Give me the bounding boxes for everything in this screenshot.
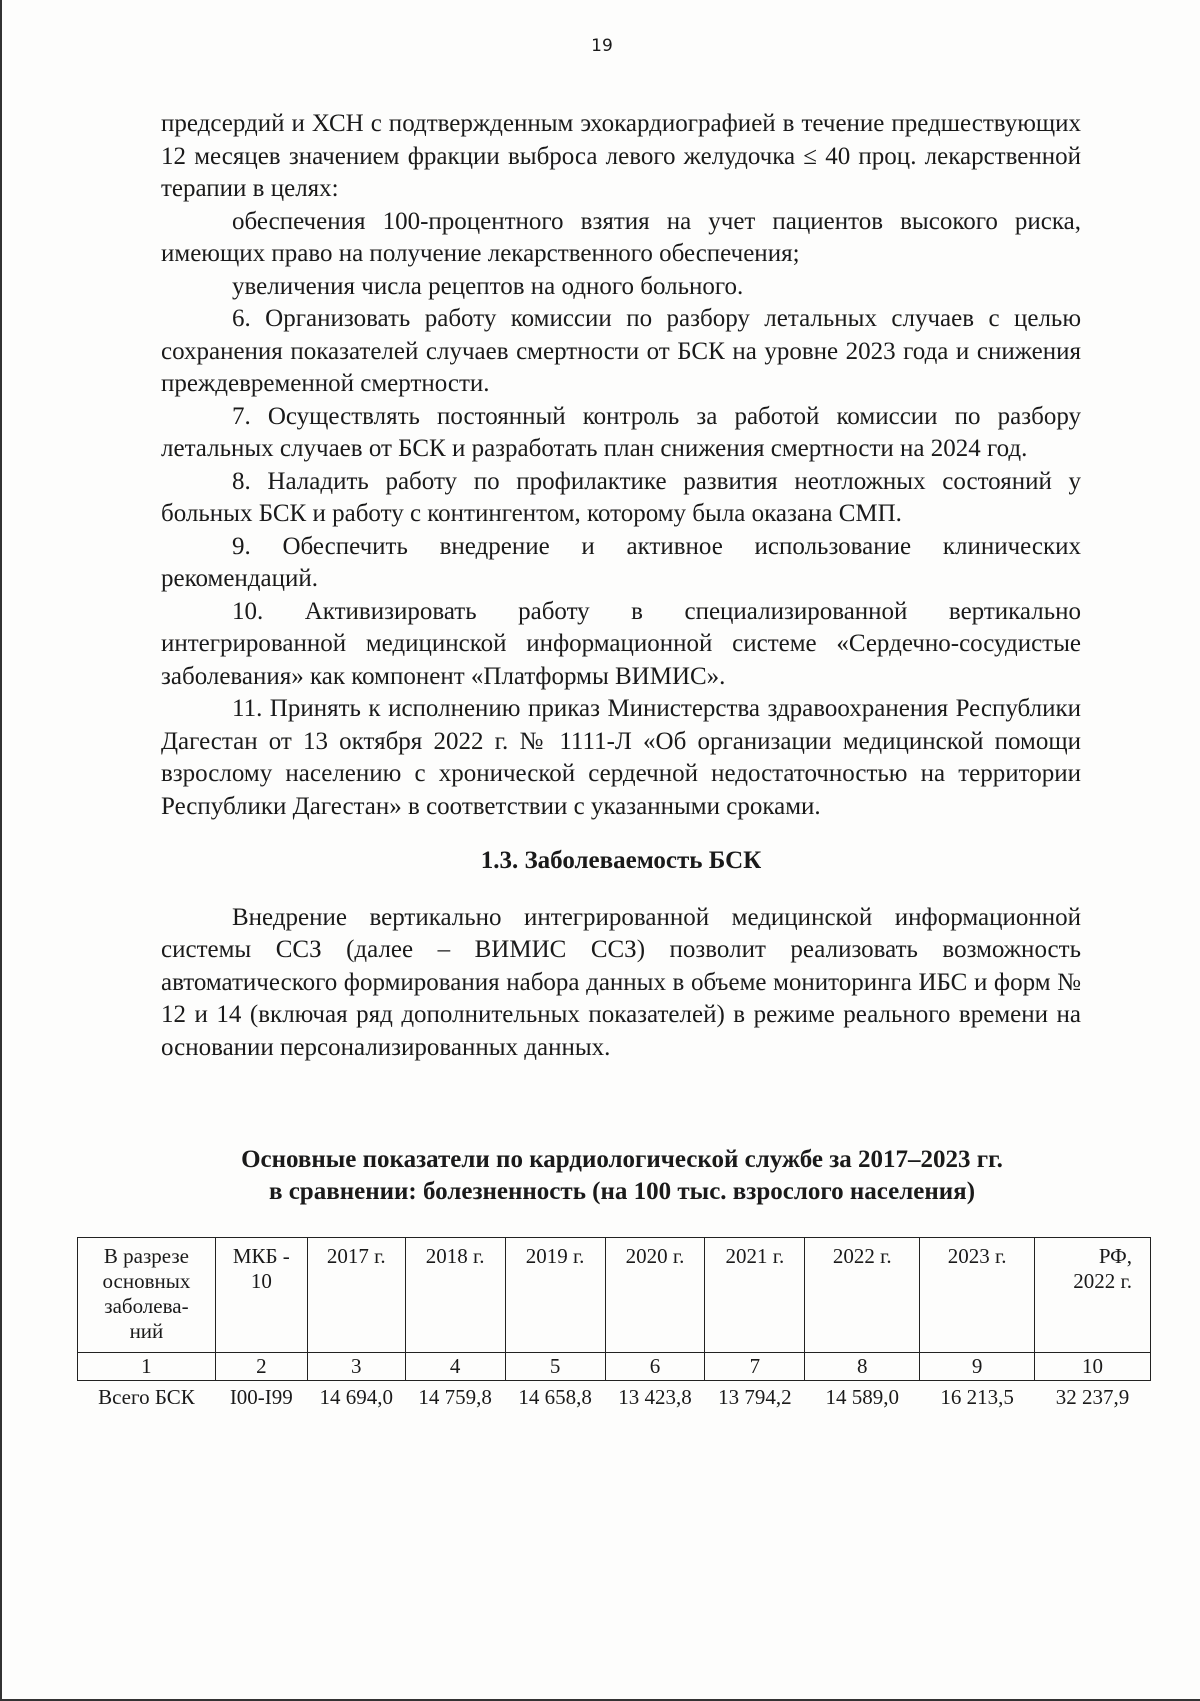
table-cell: 13 794,2 — [718, 1385, 792, 1409]
header-cell: 2018 г. — [405, 1238, 505, 1353]
column-number-cell: 2 — [215, 1353, 307, 1381]
paragraph: 11. Принять к исполнению приказ Министерства здравоохранения Республики Дагестан от 13 октября 2022 г. № 1111-Л «Об организации медицинской помощи взрослому населению с хронической сердечной недостаточностью на территории Республики Дагестан» в соответствии с указанными сроками. — [161, 695, 1081, 820]
header-cell: 2021 г. — [705, 1238, 805, 1353]
section-paragraph: Внедрение вертикально интегрированной медицинской информационной системы ССЗ (далее – ВИМИС ССЗ) позволит реализовать возможность автоматического формирования набора данных в объеме мониторинга ИБС и форм № 12 и 14 (включая ряд дополнительных показателей) в режиме реального времени на основании персонализированных данных. — [161, 903, 1081, 1061]
column-number-cell: 9 — [920, 1353, 1035, 1381]
column-number-cell: 4 — [405, 1353, 505, 1381]
column-number-cell: 8 — [805, 1353, 920, 1381]
table-cell: I00-I99 — [229, 1385, 293, 1409]
table-header-row — [78, 1238, 1151, 1353]
table-cell: 14 658,8 — [518, 1385, 592, 1409]
header-cell: В разрезе основных заболева- ний — [78, 1238, 216, 1353]
table-cell: 14 589,0 — [825, 1385, 900, 1409]
column-number-cell: 5 — [505, 1353, 605, 1381]
column-number-cell: 3 — [307, 1353, 405, 1381]
table-caption-line: Основные показатели по кардиологической службе за 2017–2023 гг. — [241, 1146, 1003, 1173]
table-cell: 14 694,0 — [319, 1385, 393, 1409]
header-cell: 2019 г. — [505, 1238, 605, 1353]
table-cell: 14 759,8 — [418, 1385, 492, 1409]
header-cell: 2017 г. — [307, 1238, 405, 1353]
table-cell: 13 423,8 — [618, 1385, 692, 1409]
column-number-cell: 1 — [78, 1353, 216, 1381]
paragraph: 7. Осуществлять постоянный контроль за работой комиссии по разбору летальных случаев от БСК и разработать план снижения смертности на 2024 год. — [161, 402, 1081, 462]
document-body — [161, 108, 1081, 1064]
column-number-cell: 6 — [605, 1353, 705, 1381]
paragraph: обеспечения 100-процентного взятия на учет пациентов высокого риска, имеющих право на получение лекарственного обеспечения; — [161, 207, 1081, 267]
paragraph: 6. Организовать работу комиссии по разбору летальных случаев с целью сохранения показателей случаев смертности от БСК на уровне 2023 года и снижения преждевременной смертности. — [161, 305, 1081, 397]
header-cell: 2020 г. — [605, 1238, 705, 1353]
section-heading: 1.3. Заболеваемость БСК — [480, 847, 762, 874]
paragraph: 8. Наладить работу по профилактике развития неотложных состояний у больных БСК и работу с контингентом, которому была оказана СМП. — [161, 467, 1081, 527]
table-column-numbers-row — [78, 1353, 1151, 1381]
paragraph: предсердий и ХСН с подтвержденным эхокардиографией в течение предшествующих 12 месяцев значением фракции выброса левого желудочка ≤ 40 проц. лекарственной терапии в целях: — [161, 110, 1081, 202]
paragraph: 10. Активизировать работу в специализированной вертикально интегрированной медицинской информационной системе «Сердечно-сосудистые заболевания» как компонент «Платформы ВИМИС». — [161, 597, 1081, 690]
table-cell: 16 213,5 — [940, 1385, 1014, 1409]
table-cell: 32 237,9 — [1055, 1385, 1130, 1409]
table-row — [78, 1381, 1151, 1413]
paragraph: увеличения числа рецептов на одного больного. — [232, 272, 744, 300]
table-caption — [152, 1144, 1092, 1208]
statistics-table — [77, 1237, 1151, 1412]
table-caption-line: в сравнении: болезненность (на 100 тыс. взрослого населения) — [268, 1178, 976, 1205]
header-cell: 2023 г. — [920, 1238, 1035, 1353]
paragraph: 9. Обеспечить внедрение и активное использование клинических рекомендаций. — [161, 532, 1081, 592]
header-cell: РФ, 2022 г. — [1035, 1238, 1151, 1353]
page-number: 19 — [591, 36, 613, 56]
table-cell: Всего БСК — [98, 1385, 195, 1409]
header-cell: 2022 г. — [805, 1238, 920, 1353]
header-cell: МКБ - 10 — [215, 1238, 307, 1353]
column-number-cell: 10 — [1035, 1353, 1151, 1381]
column-number-cell: 7 — [705, 1353, 805, 1381]
